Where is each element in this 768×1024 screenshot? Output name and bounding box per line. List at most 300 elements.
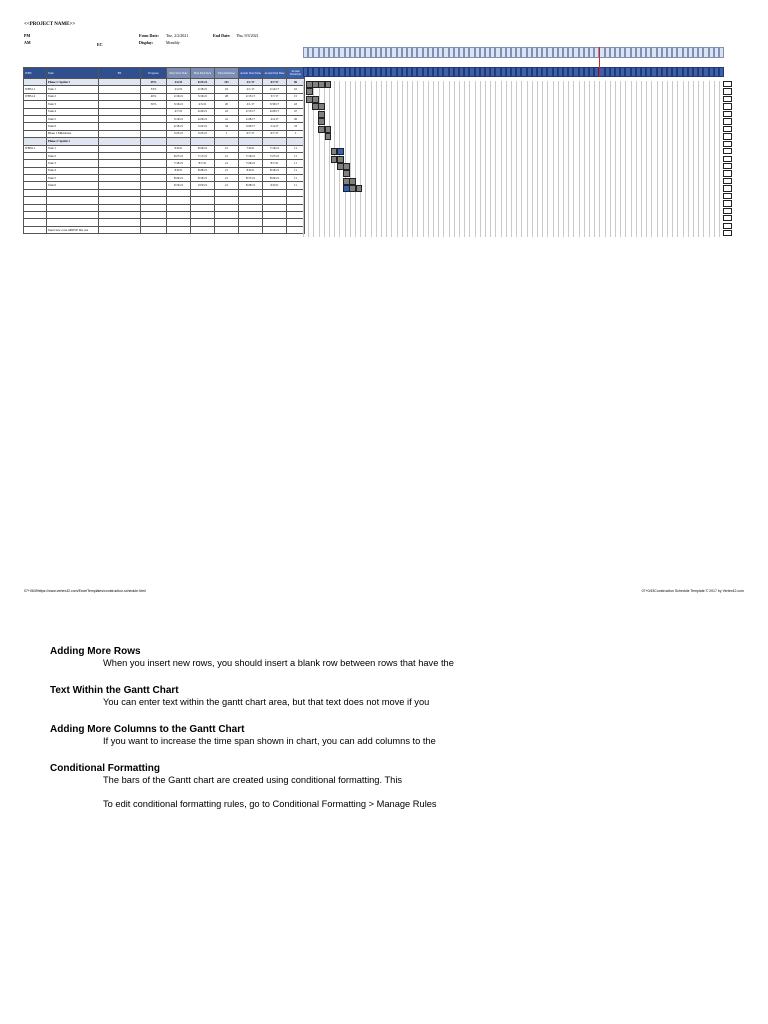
table-row [24, 145, 305, 152]
cell-pd[interactable]: 1 [215, 130, 239, 137]
cell-as[interactable]: 2/1/17 [239, 79, 263, 86]
cell-pd[interactable] [215, 212, 239, 219]
cell-task[interactable]: Phase 1 Milestones [47, 130, 99, 137]
cell-pe[interactable]: 9/18/21 [191, 175, 215, 182]
gantt-period-header [719, 47, 724, 58]
cell-task[interactable]: Phase 2: Sprint 1 [47, 138, 99, 145]
cell-bs[interactable] [99, 226, 141, 233]
cell-ad[interactable] [287, 212, 305, 219]
cell-as[interactable] [239, 212, 263, 219]
cell-bs[interactable] [99, 108, 141, 115]
table-row [24, 108, 305, 115]
col-header-actual-duration: Actual Duration [287, 68, 305, 79]
cell-progress[interactable] [141, 197, 167, 204]
cell-bs[interactable] [99, 130, 141, 137]
cell-as[interactable]: 2/28/17 [239, 115, 263, 122]
gantt-gridline [703, 81, 704, 237]
cell-task[interactable] [47, 204, 99, 211]
table-row [24, 130, 305, 137]
cell-ad[interactable]: 33 [287, 123, 305, 130]
cell-ps[interactable]: 2/2/21 [167, 86, 191, 93]
cell-pe[interactable]: 4/29/21 [191, 108, 215, 115]
gantt-row-end-cell [723, 141, 732, 147]
cell-pd[interactable] [215, 189, 239, 196]
cell-pd[interactable] [215, 226, 239, 233]
cell-progress[interactable] [141, 219, 167, 226]
gantt-gridline [527, 81, 528, 237]
cell-pe[interactable] [191, 204, 215, 211]
cell-task[interactable]: Task 2 [47, 93, 99, 100]
cell-bs[interactable] [99, 182, 141, 189]
cell-ae[interactable]: 4/20/17 [263, 108, 287, 115]
cell-pe[interactable]: 10/9/21 [191, 182, 215, 189]
cell-as[interactable]: 2/1/17 [239, 86, 263, 93]
cell-task[interactable] [47, 219, 99, 226]
gantt-gridline [443, 81, 444, 237]
cell-pd[interactable]: 20 [215, 101, 239, 108]
cell-pd[interactable]: 34 [215, 123, 239, 130]
cell-wbs[interactable] [24, 160, 47, 167]
display-label: Display: [139, 40, 154, 45]
gantt-gridline [558, 81, 559, 237]
gantt-gridline [610, 81, 611, 237]
cell-ad[interactable] [287, 197, 305, 204]
help-heading: Conditional Formatting [50, 763, 160, 774]
gantt-gridline [615, 81, 616, 237]
cell-as[interactable]: 2/15/17 [239, 93, 263, 100]
cell-as[interactable]: 2/15/17 [239, 108, 263, 115]
cell-wbs[interactable] [24, 212, 47, 219]
gantt-gridline [594, 81, 595, 237]
cell-task[interactable]: Task 6 [47, 123, 99, 130]
cell-progress[interactable] [141, 167, 167, 174]
gantt-gridline [402, 81, 403, 237]
cell-pd[interactable]: 21 [215, 145, 239, 152]
cell-wbs[interactable] [24, 79, 47, 86]
cell-pe[interactable] [191, 138, 215, 145]
gantt-bar [325, 81, 332, 88]
cell-pd[interactable]: 41 [215, 115, 239, 122]
cell-wbs[interactable] [24, 152, 47, 159]
cell-ad[interactable] [287, 138, 305, 145]
gantt-row-end-cell [723, 163, 732, 169]
gantt-gridline [636, 81, 637, 237]
gantt-progress-bar [337, 148, 344, 155]
gantt-gridline [371, 81, 372, 237]
cell-bs[interactable] [99, 212, 141, 219]
gantt-gridline [667, 81, 668, 237]
cell-ad[interactable]: 43 [287, 101, 305, 108]
cell-pe[interactable] [191, 197, 215, 204]
gantt-bar [318, 103, 325, 110]
cell-ae[interactable]: 4/4/17 [263, 115, 287, 122]
cell-as[interactable]: 6/7/17 [239, 130, 263, 137]
table-row [24, 182, 305, 189]
cell-wbs[interactable] [24, 130, 47, 137]
cell-progress[interactable] [141, 138, 167, 145]
cell-ad[interactable]: 11 [287, 160, 305, 167]
cell-ps[interactable]: 7/18/21 [167, 160, 191, 167]
display-value[interactable]: Monthly [166, 40, 180, 45]
cell-ad[interactable] [287, 189, 305, 196]
cell-ps[interactable]: 6/27/21 [167, 152, 191, 159]
cell-wbs[interactable]: WBS2.1 [24, 145, 47, 152]
gantt-gridline [553, 81, 554, 237]
cell-ae[interactable]: 5/4/17 [263, 123, 287, 130]
cell-bs[interactable] [99, 145, 141, 152]
cell-ae[interactable] [263, 138, 287, 145]
cell-wbs[interactable] [24, 108, 47, 115]
cell-wbs[interactable]: WBS1.2 [24, 93, 47, 100]
pm-label: PM [24, 33, 31, 38]
cell-bs[interactable] [99, 189, 141, 196]
cell-pd[interactable]: 28 [215, 93, 239, 100]
cell-ad[interactable]: 47 [287, 108, 305, 115]
col-header-task: Task [47, 68, 99, 79]
cell-pd[interactable]: 21 [215, 167, 239, 174]
gantt-bar [325, 126, 332, 133]
gantt-row-end-cell [723, 193, 732, 199]
gantt-gridline [449, 81, 450, 237]
cell-ad[interactable]: 11 [287, 182, 305, 189]
cell-bs[interactable] [99, 115, 141, 122]
cell-bs[interactable] [99, 138, 141, 145]
cell-ae[interactable]: 8/18/21 [263, 167, 287, 174]
cell-bs[interactable] [99, 167, 141, 174]
cell-progress[interactable] [141, 160, 167, 167]
cell-bs[interactable] [99, 86, 141, 93]
gantt-gridline [511, 81, 512, 237]
gantt-gridline [308, 81, 309, 237]
cell-task[interactable] [47, 189, 99, 196]
cell-task[interactable]: Task 5 [47, 175, 99, 182]
gantt-gridline [657, 81, 658, 237]
cell-bs[interactable] [99, 123, 141, 130]
cell-ps[interactable]: 5/23/21 [167, 130, 191, 137]
cell-ad[interactable]: 10 [287, 86, 305, 93]
cell-as[interactable]: 7/16/21 [239, 152, 263, 159]
gantt-gridline [563, 81, 564, 237]
table-row [24, 226, 305, 233]
gantt-gridline [625, 81, 626, 237]
cell-pd[interactable]: 21 [215, 160, 239, 167]
cell-pd[interactable]: 16 [215, 86, 239, 93]
cell-ps[interactable] [167, 212, 191, 219]
col-header-progress: Progress [141, 68, 167, 79]
gantt-row-end-cell [723, 111, 732, 117]
cell-bs[interactable] [99, 197, 141, 204]
cell-progress[interactable] [141, 123, 167, 130]
cell-ps[interactable] [167, 138, 191, 145]
cell-wbs[interactable] [24, 138, 47, 145]
cell-ps[interactable] [167, 204, 191, 211]
cell-ae[interactable] [263, 226, 287, 233]
cell-ad[interactable]: 1 [287, 130, 305, 137]
cell-ps[interactable]: 8/29/21 [167, 175, 191, 182]
gantt-gridline [350, 81, 351, 237]
gantt-gridline [589, 81, 590, 237]
cell-wbs[interactable] [24, 175, 47, 182]
cell-bs[interactable] [99, 152, 141, 159]
am-label: AM [24, 40, 31, 45]
from-date-value[interactable]: Tue, 2/2/2021 [166, 33, 189, 38]
cell-ps[interactable] [167, 226, 191, 233]
cell-ae[interactable]: 8/7/21 [263, 160, 287, 167]
cell-ae[interactable]: 8/29/21 [263, 175, 287, 182]
cell-pd[interactable]: 22 [215, 108, 239, 115]
cell-bs[interactable] [99, 160, 141, 167]
end-date-value[interactable]: Thu, 9/3/2021 [236, 33, 259, 38]
project-title: <<PROJECT NAME>> [24, 22, 76, 27]
cell-ps[interactable]: 3/16/21 [167, 101, 191, 108]
gantt-bar [356, 185, 363, 192]
cell-task[interactable]: Task 4 [47, 167, 99, 174]
table-row [24, 160, 305, 167]
cell-task[interactable]: Task 1 [47, 145, 99, 152]
gantt-gridline [516, 81, 517, 237]
cell-ps[interactable]: 3/16/21 [167, 115, 191, 122]
cell-pe[interactable]: 2/18/21 [191, 86, 215, 93]
cell-ad[interactable]: 11 [287, 175, 305, 182]
cell-ps[interactable]: 4/7/21 [167, 108, 191, 115]
gantt-bar [318, 111, 325, 118]
cell-pd[interactable]: 21 [215, 152, 239, 159]
cell-as[interactable]: 8/6/21 [239, 167, 263, 174]
cell-ps[interactable]: 9/19/21 [167, 182, 191, 189]
cell-ae[interactable] [263, 197, 287, 204]
gantt-gridline [360, 81, 361, 237]
cell-as[interactable] [239, 204, 263, 211]
col-header-actual-end: Actual End Date [263, 68, 287, 79]
cell-wbs[interactable] [24, 226, 47, 233]
cell-ae[interactable]: 6/7/17 [263, 79, 287, 86]
help-adding-rows [50, 646, 454, 668]
phase-row [24, 138, 305, 145]
cell-task[interactable]: Task 3 [47, 101, 99, 108]
cell-ae[interactable]: 7/27/21 [263, 152, 287, 159]
cell-ad[interactable] [287, 204, 305, 211]
cell-pe[interactable]: 8/7/21 [191, 160, 215, 167]
cell-ad[interactable] [287, 226, 305, 233]
gantt-row-end-cell [723, 88, 732, 94]
cell-wbs[interactable] [24, 219, 47, 226]
col-header-plan-start: Plan Start Date [167, 68, 191, 79]
gantt-progress-bar [343, 185, 350, 192]
table-row [24, 115, 305, 122]
cell-pd[interactable]: 151 [215, 79, 239, 86]
ec-label: EC [97, 42, 103, 47]
cell-as[interactable]: 3/20/17 [239, 123, 263, 130]
cell-pe[interactable]: 8/28/21 [191, 167, 215, 174]
help-text: When you insert new rows, you should insert a blank row between rows that have the [103, 658, 454, 668]
cell-as[interactable] [239, 219, 263, 226]
cell-ps[interactable]: 8/8/21 [167, 167, 191, 174]
cell-task[interactable] [47, 197, 99, 204]
cell-ae[interactable] [263, 189, 287, 196]
cell-pe[interactable]: 3/16/21 [191, 93, 215, 100]
cell-progress[interactable]: 40% [141, 93, 167, 100]
table-row [24, 93, 305, 100]
gantt-bar [306, 88, 313, 95]
cell-ae[interactable]: 6/7/17 [263, 130, 287, 137]
cell-as[interactable] [239, 189, 263, 196]
cell-pd[interactable] [215, 219, 239, 226]
cell-pd[interactable]: 21 [215, 182, 239, 189]
cell-pd[interactable] [215, 197, 239, 204]
cell-task[interactable] [47, 212, 99, 219]
gantt-gridline [329, 81, 330, 237]
cell-task[interactable]: Task 3 [47, 160, 99, 167]
gantt-bar [337, 156, 344, 163]
schedule-table [23, 67, 305, 234]
cell-wbs[interactable] [24, 182, 47, 189]
cell-ps[interactable]: 4/18/21 [167, 123, 191, 130]
gantt-row-end-cell [723, 103, 732, 109]
cell-ps[interactable] [167, 189, 191, 196]
cell-bs[interactable] [99, 204, 141, 211]
cell-progress[interactable] [141, 189, 167, 196]
cell-task[interactable]: Insert new rows ABOVE this one [47, 226, 99, 233]
table-row [24, 219, 305, 226]
cell-as[interactable] [239, 138, 263, 145]
gantt-gridline [693, 81, 694, 237]
cell-as[interactable] [239, 226, 263, 233]
gantt-gridline [501, 81, 502, 237]
col-header-plan-end: Plan End Date [191, 68, 215, 79]
cell-ad[interactable]: 26 [287, 115, 305, 122]
cell-as[interactable]: 7/26/21 [239, 160, 263, 167]
cell-progress[interactable] [141, 204, 167, 211]
cell-ae[interactable]: 3/30/17 [263, 101, 287, 108]
cell-ae[interactable]: 7/16/21 [263, 145, 287, 152]
cell-wbs[interactable]: WBS1.1 [24, 86, 47, 93]
cell-as[interactable]: 8/28/21 [239, 182, 263, 189]
cell-pe[interactable]: 6/26/21 [191, 145, 215, 152]
cell-pd[interactable] [215, 204, 239, 211]
cell-ad[interactable]: 96 [287, 79, 305, 86]
cell-progress[interactable]: 33% [141, 86, 167, 93]
table-row [24, 167, 305, 174]
gantt-gridline [532, 81, 533, 237]
today-marker [599, 47, 600, 77]
gantt-gridline [485, 81, 486, 237]
cell-as[interactable] [239, 197, 263, 204]
cell-progress[interactable] [141, 226, 167, 233]
from-date-label: From Date: [139, 33, 159, 38]
cell-pe[interactable]: 5/22/21 [191, 123, 215, 130]
cell-ps[interactable]: 6/6/21 [167, 145, 191, 152]
cell-as[interactable]: 2/1/17 [239, 101, 263, 108]
cell-wbs[interactable] [24, 189, 47, 196]
gantt-row-end-cell [723, 230, 732, 236]
help-heading: Adding More Rows [50, 646, 141, 657]
cell-ad[interactable]: 11 [287, 167, 305, 174]
cell-progress[interactable] [141, 115, 167, 122]
cell-progress[interactable] [141, 212, 167, 219]
cell-wbs[interactable] [24, 101, 47, 108]
cell-task[interactable]: Phase 1: Sprint 1 [47, 79, 99, 86]
cell-wbs[interactable] [24, 123, 47, 130]
cell-as[interactable]: 8/17/21 [239, 175, 263, 182]
cell-ae[interactable]: 3/7/17 [263, 93, 287, 100]
cell-ae[interactable] [263, 212, 287, 219]
table-header-row [24, 68, 305, 79]
cell-pd[interactable] [215, 138, 239, 145]
gantt-gridline [386, 81, 387, 237]
cell-progress[interactable] [141, 175, 167, 182]
cell-wbs[interactable] [24, 197, 47, 204]
cell-bs[interactable] [99, 79, 141, 86]
cell-wbs[interactable] [24, 115, 47, 122]
cell-ps[interactable] [167, 219, 191, 226]
cell-pe[interactable] [191, 226, 215, 233]
cell-pd[interactable]: 21 [215, 175, 239, 182]
col-header-bs: BS [99, 68, 141, 79]
cell-progress[interactable]: 39% [141, 79, 167, 86]
gantt-gridline [573, 81, 574, 237]
gantt-gridline [599, 81, 600, 237]
cell-ae[interactable] [263, 204, 287, 211]
gantt-gridline [433, 81, 434, 237]
cell-progress[interactable] [141, 182, 167, 189]
cell-task[interactable]: Task 4 [47, 108, 99, 115]
cell-task[interactable]: Task 1 [47, 86, 99, 93]
cell-progress[interactable] [141, 152, 167, 159]
cell-bs[interactable] [99, 101, 141, 108]
cell-pe[interactable]: 6/23/21 [191, 79, 215, 86]
cell-progress[interactable]: 50% [141, 101, 167, 108]
gantt-gridline [646, 81, 647, 237]
cell-ad[interactable]: 15 [287, 93, 305, 100]
end-date-label: End Date: [213, 33, 231, 38]
cell-ad[interactable]: 11 [287, 152, 305, 159]
cell-ad[interactable]: 11 [287, 145, 305, 152]
table-row [24, 197, 305, 204]
cell-pe[interactable] [191, 212, 215, 219]
cell-pe[interactable]: 7/17/21 [191, 152, 215, 159]
cell-ae[interactable]: 9/9/21 [263, 182, 287, 189]
gantt-bar [343, 170, 350, 177]
cell-ps[interactable]: 2/2/21 [167, 79, 191, 86]
cell-wbs[interactable] [24, 167, 47, 174]
cell-task[interactable]: Task 2 [47, 152, 99, 159]
gantt-gridline [303, 81, 304, 237]
cell-ad[interactable] [287, 219, 305, 226]
cell-progress[interactable] [141, 108, 167, 115]
gantt-gridline [495, 81, 496, 237]
cell-bs[interactable] [99, 219, 141, 226]
cell-pe[interactable] [191, 219, 215, 226]
cell-pe[interactable]: 4/5/21 [191, 101, 215, 108]
cell-ae[interactable]: 2/14/17 [263, 86, 287, 93]
cell-bs[interactable] [99, 93, 141, 100]
cell-ae[interactable] [263, 219, 287, 226]
cell-progress[interactable] [141, 145, 167, 152]
cell-bs[interactable] [99, 175, 141, 182]
cell-task[interactable]: Task 6 [47, 182, 99, 189]
gantt-gridline [428, 81, 429, 237]
cell-wbs[interactable] [24, 204, 47, 211]
cell-pe[interactable]: 4/26/21 [191, 115, 215, 122]
cell-pe[interactable]: 5/23/21 [191, 130, 215, 137]
cell-progress[interactable] [141, 130, 167, 137]
gantt-period-cell [719, 67, 724, 77]
cell-ps[interactable]: 2/16/21 [167, 93, 191, 100]
cell-ps[interactable] [167, 197, 191, 204]
cell-pe[interactable] [191, 189, 215, 196]
cell-task[interactable]: Task 5 [47, 115, 99, 122]
cell-as[interactable]: 7/6/21 [239, 145, 263, 152]
